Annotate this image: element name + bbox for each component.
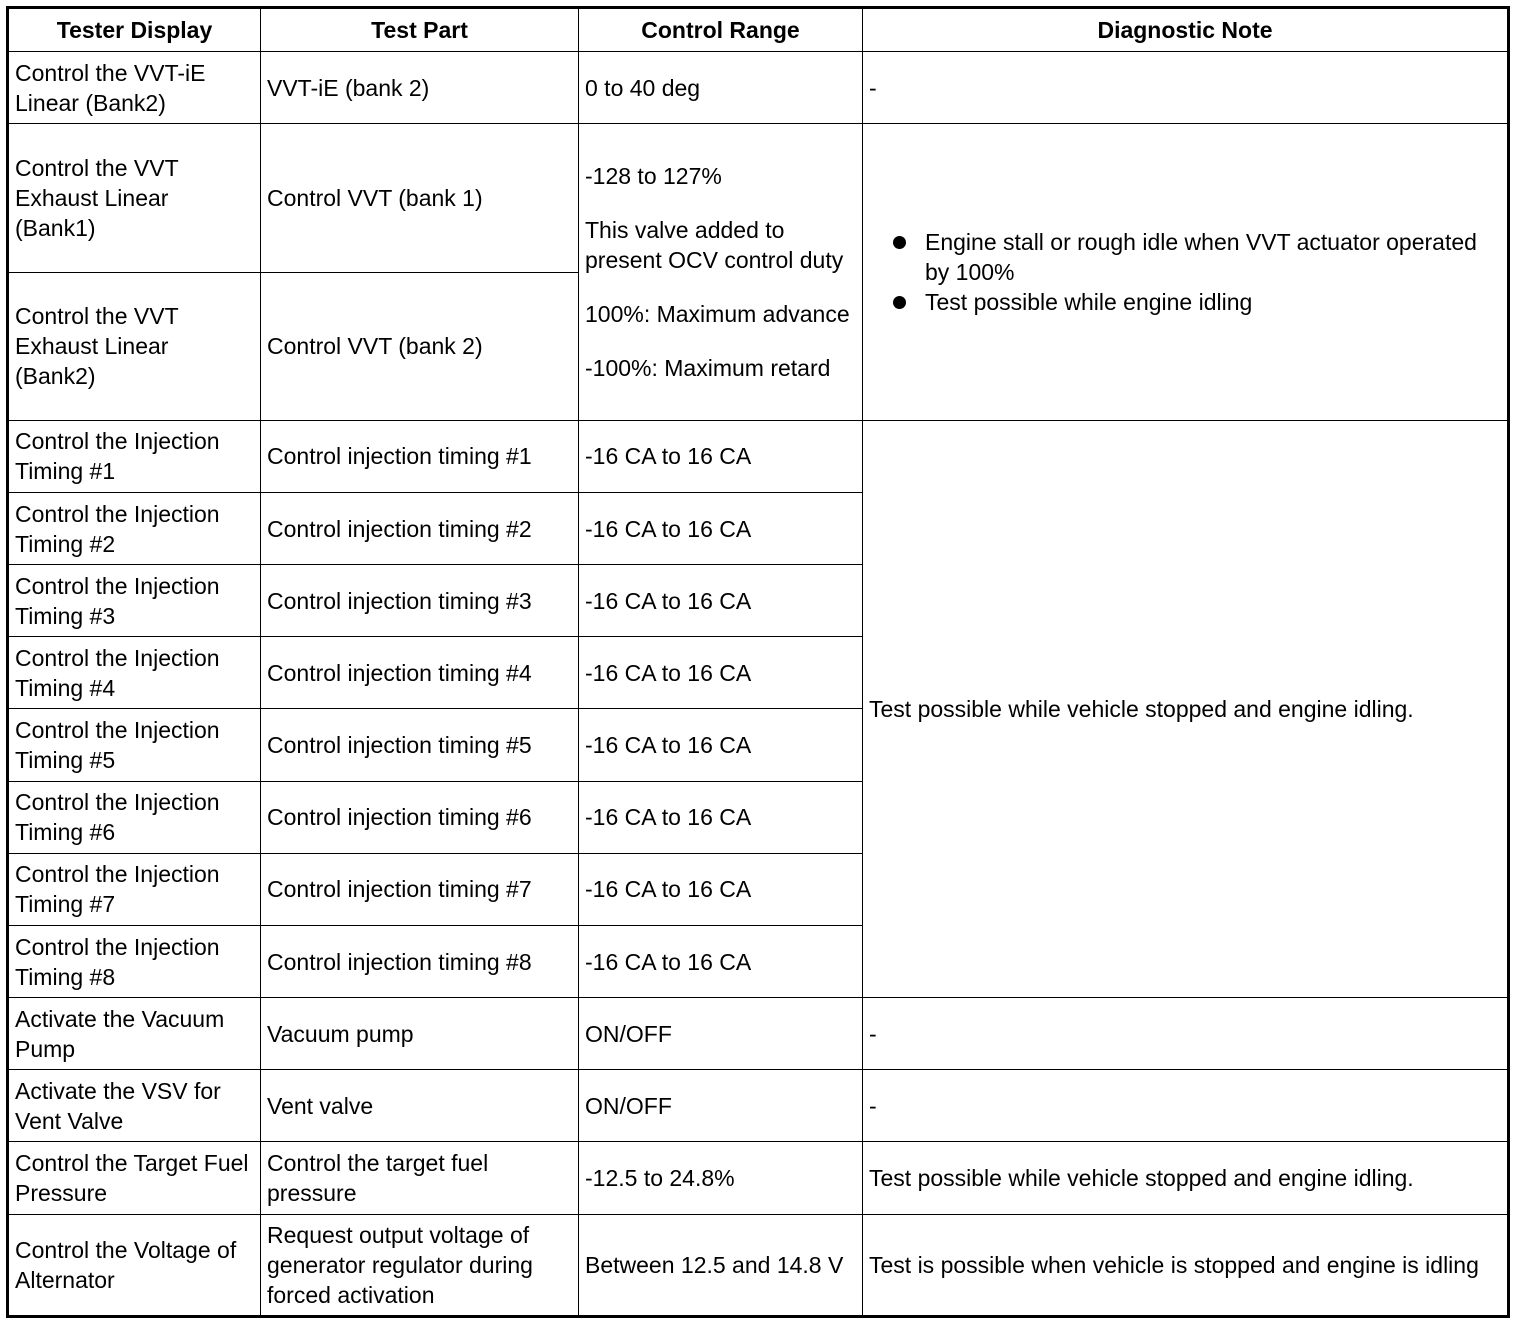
table-row [8,1142,1509,1214]
active-test-table [6,6,1510,1318]
control-range-line: This valve added to present OCV control duty [585,217,844,273]
test-part-cell: Control injection timing #3 [261,565,579,637]
tester-display-cell: Control the VVT Exhaust Linear (Bank2) [8,272,261,420]
table-row [8,420,1509,492]
test-part-cell: Control injection timing #2 [261,493,579,565]
test-part-cell: Control the target fuel pressure [261,1142,579,1214]
control-range-cell: -16 CA to 16 CA [579,925,863,997]
table-row [8,52,1509,124]
diagnostic-note-cell: - [863,52,1509,124]
test-part-cell: Control VVT (bank 1) [261,124,579,272]
diagnostic-note-list [869,227,1501,317]
tester-display-cell: Control the Injection Timing #4 [8,637,261,709]
test-part-cell: Control injection timing #8 [261,925,579,997]
diagnostic-note-cell: Test possible while vehicle stopped and engine idling. [863,1142,1509,1214]
table-row [8,998,1509,1070]
control-range-cell: -16 CA to 16 CA [579,709,863,781]
tester-display-cell: Control the Target Fuel Pressure [8,1142,261,1214]
tester-display-cell: Control the Injection Timing #1 [8,420,261,492]
control-range-line: -128 to 127% [585,163,722,189]
test-part-cell: Vacuum pump [261,998,579,1070]
diagnostic-note-cell [863,124,1509,421]
control-range-cell: -16 CA to 16 CA [579,853,863,925]
tester-display-cell: Activate the Vacuum Pump [8,998,261,1070]
header-test-part: Test Part [261,8,579,52]
control-range-line: -100%: Maximum retard [585,355,831,381]
control-range-cell: ON/OFF [579,998,863,1070]
header-diagnostic-note: Diagnostic Note [863,8,1509,52]
test-part-cell: VVT-iE (bank 2) [261,52,579,124]
table-row [8,124,1509,272]
test-part-cell: Control injection timing #4 [261,637,579,709]
control-range-cell: -16 CA to 16 CA [579,565,863,637]
control-range-cell: -16 CA to 16 CA [579,781,863,853]
bullet-item: Test possible while engine idling [891,287,1501,317]
control-range-cell: -16 CA to 16 CA [579,493,863,565]
tester-display-cell: Activate the VSV for Vent Valve [8,1070,261,1142]
diagnostic-note-cell: Test is possible when vehicle is stopped and engine is idling [863,1214,1509,1316]
control-range-cell: -12.5 to 24.8% [579,1142,863,1214]
control-range-cell: ON/OFF [579,1070,863,1142]
tester-display-cell: Control the Injection Timing #8 [8,925,261,997]
control-range-cell: -16 CA to 16 CA [579,637,863,709]
control-range-line: 100%: Maximum advance [585,301,850,327]
test-part-cell: Request output voltage of generator regulator during forced activation [261,1214,579,1316]
control-range-cell: Between 12.5 and 14.8 V [579,1214,863,1316]
test-part-cell: Control injection timing #1 [261,420,579,492]
header-tester-display: Tester Display [8,8,261,52]
tester-display-cell: Control the Voltage of Alternator [8,1214,261,1316]
diagnostic-note-cell: - [863,1070,1509,1142]
test-part-cell: Control injection timing #7 [261,853,579,925]
test-part-cell: Control injection timing #5 [261,709,579,781]
control-range-cell [579,124,863,421]
tester-display-cell: Control the Injection Timing #2 [8,493,261,565]
tester-display-cell: Control the Injection Timing #3 [8,565,261,637]
diagnostic-note-cell: - [863,998,1509,1070]
header-row [8,8,1509,52]
control-range-cell: 0 to 40 deg [579,52,863,124]
tester-display-cell: Control the VVT Exhaust Linear (Bank1) [8,124,261,272]
table-row [8,1214,1509,1316]
control-range-cell: -16 CA to 16 CA [579,420,863,492]
tester-display-cell: Control the VVT-iE Linear (Bank2) [8,52,261,124]
diagnostic-note-cell: Test possible while vehicle stopped and engine idling. [863,420,1509,997]
tester-display-cell: Control the Injection Timing #5 [8,709,261,781]
tester-display-cell: Control the Injection Timing #6 [8,781,261,853]
bullet-item: Engine stall or rough idle when VVT actuator operated by 100% [891,227,1501,287]
header-control-range: Control Range [579,8,863,52]
test-part-cell: Vent valve [261,1070,579,1142]
test-part-cell: Control VVT (bank 2) [261,272,579,420]
tester-display-cell: Control the Injection Timing #7 [8,853,261,925]
test-part-cell: Control injection timing #6 [261,781,579,853]
table-row [8,1070,1509,1142]
